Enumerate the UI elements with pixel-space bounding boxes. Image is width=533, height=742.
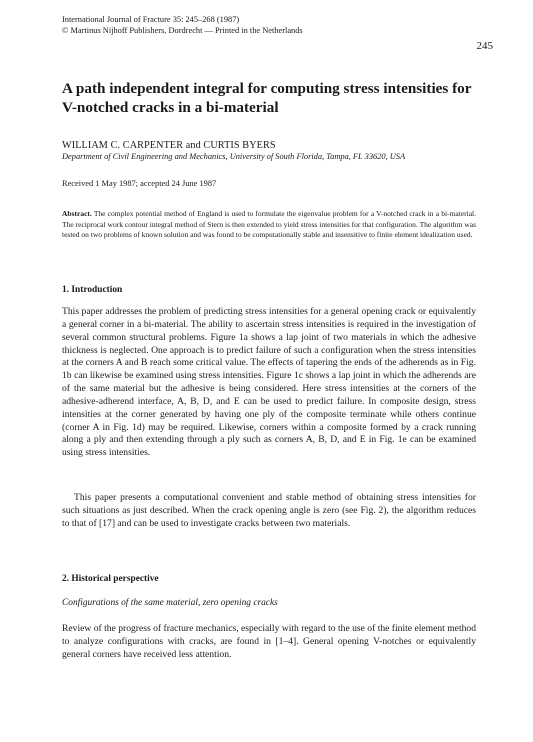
abstract	[62, 209, 476, 241]
abstract-label: Abstract.	[62, 209, 92, 218]
intro-paragraph-2: This paper presents a computational convenient and stable method of obtaining stress intensities for such situations as just described. When the crack opening angle is zero (see Fig. 2), the algorithm reduces to that of [17] and can be used to investigate cracks between two materials.	[62, 492, 476, 529]
historical-paragraph-1: Review of the progress of fracture mechanics, especially with regard to the use of the finite element method to analyze configurations with cracks, are found in [1–4]. General opening V-notches or equivalently general corners have received less attention.	[62, 623, 476, 660]
affiliation: Department of Civil Engineering and Mechanics, University of South Florida, Tampa, FL 33620, USA	[62, 152, 406, 161]
received-dates: Received 1 May 1987; accepted 24 June 1987	[62, 179, 217, 188]
page-number: 245	[476, 40, 493, 52]
paper-title: A path independent integral for computing stress intensities for V-notched cracks in a bi-material	[62, 80, 472, 116]
abstract-text: The complex potential method of England is used to formulate the eigenvalue problem for a V-notched crack in a bi-material. The reciprocal work contour integral method of Stern is then extended to yield stress intensities for that configuration. The algorithm was tested on two problems of known solution and was found to be computationally stable and insensitive to finite element idealization used.	[62, 209, 477, 240]
intro-paragraph-1: This paper addresses the problem of predicting stress intensities for a general opening crack or equivalently a general corner in a bi-material. The ability to ascertain stress intensities is required in the investigation of several common structural problems. Figure 1a shows a lap joint of two materials in which the adhesive thickness is neglected. One approach is to predict failure of such a configuration when the stress intensities at the corners A and B reach some critical value. The effects of tapering the ends of the adherends as in Fig. 1b can likewise be examined using stress intensities. Figure 1c shows a lap joint in which the adherends are of the same material but the adhesive is being considered. Here stress intensities at the corners of the adhesive-adherend interface, A, B, D, and E can be used to predict failure. In composite design, stress intensities at the corner generated by having one ply of the composite terminate while others continue (corner A in Fig. 1d) may be required. Likewise, corners within a composite formed by a crack running along a ply and then extending through a ply such as corners A, B, D, and E in Fig. 1e can be examined using stress intensities.	[62, 306, 476, 459]
authors: WILLIAM C. CARPENTER and CURTIS BYERS	[62, 140, 276, 151]
section-heading-historical: 2. Historical perspective	[62, 574, 159, 584]
journal-citation: International Journal of Fracture 35: 245–268 (1987)	[62, 15, 240, 24]
section-heading-introduction: 1. Introduction	[62, 285, 123, 295]
subsection-heading: Configurations of the same material, zero opening cracks	[62, 598, 278, 608]
publisher-line: © Martinus Nijhoff Publishers, Dordrecht — Printed in the Netherlands	[62, 26, 303, 35]
